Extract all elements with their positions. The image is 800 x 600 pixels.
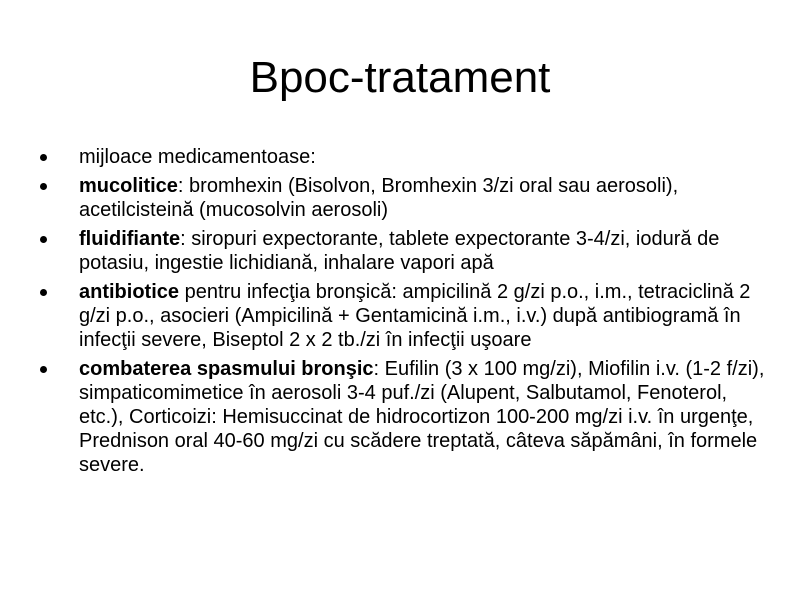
bullet-dot-icon xyxy=(40,183,47,190)
bullet-text: pentru infecţia bronşică: ampicilină 2 g/zi p.o., i.m., tetraciclină 2 g/zi p.o., asocieri (Ampicilină + Gentamicină i.m., i.v.) după antibiogramă în infecţii severe, Biseptol 2 x 2 tb./zi în infecţii uşoare xyxy=(79,281,751,351)
bullet-text: : Eufilin (3 x 100 mg/zi), Miofilin i.v. (1-2 f/zi), simpaticomimetice în aerosoli 3-4 puf./zi (Alupent, Salbutamol, Fenoterol, etc.), Corticoizi: Hemisuccinat de hidrocortizon 100-200 mg/zi i.v. în urgenţe, Prednison oral 40-60 mg/zi cu scădere treptată, câteva săpămâni, în formele severe. xyxy=(79,358,765,476)
bullet-item-antibiotice xyxy=(40,280,765,352)
bullet-text: mijloace medicamentoase: xyxy=(79,146,316,168)
bullet-item-mucolitice xyxy=(40,174,765,222)
bullet-dot-icon xyxy=(40,289,47,296)
bullet-dot-icon xyxy=(40,236,47,243)
bullet-list xyxy=(40,145,765,482)
bullet-text: : bromhexin (Bisolvon, Bromhexin 3/zi oral sau aerosoli), acetilcisteină (mucosolvin aerosoli) xyxy=(79,175,679,221)
slide-title: Bpoc-tratament xyxy=(249,53,551,102)
bullet-term: antibiotice xyxy=(79,281,180,303)
bullet-item-spasm xyxy=(40,357,765,477)
bullet-item-fluidifiante xyxy=(40,227,765,275)
bullet-dot-icon xyxy=(40,154,47,161)
bullet-term: mucolitice xyxy=(79,175,178,197)
bullet-item-medication xyxy=(40,145,765,169)
bullet-dot-icon xyxy=(40,366,47,373)
bullet-text: : siropuri expectorante, tablete expectorante 3-4/zi, iodură de potasiu, ingestie lichidiană, inhalare vapori apă xyxy=(79,228,720,274)
bullet-term: fluidifiante xyxy=(79,228,181,250)
bullet-term: combaterea spasmului bronşic xyxy=(79,358,374,380)
